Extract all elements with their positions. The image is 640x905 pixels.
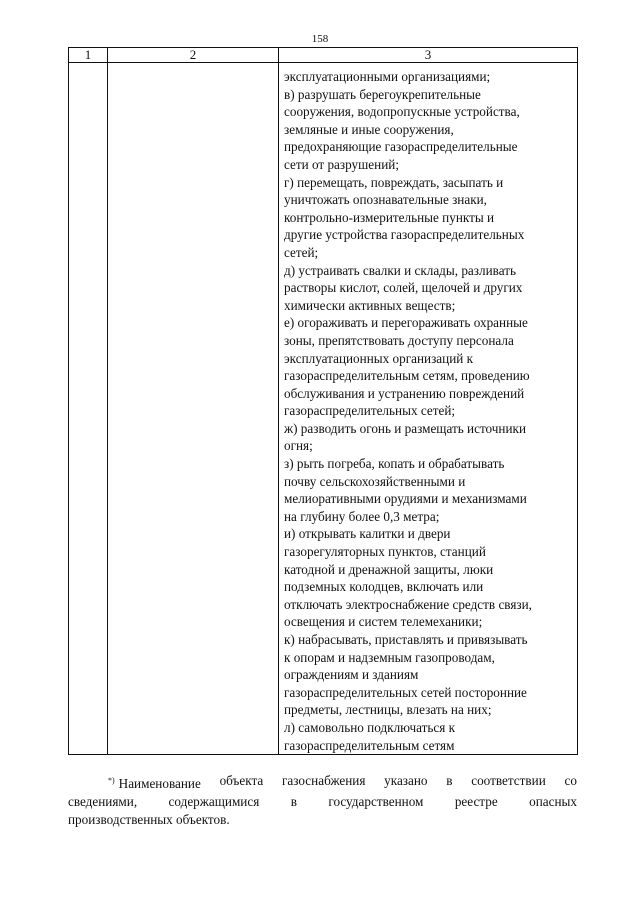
cell-text-line: к) набрасывать, приставлять и привязывать	[284, 632, 528, 647]
footnote-word-text: Наименование	[118, 776, 201, 791]
footnote-word	[108, 772, 201, 793]
footnote-line-3: производственных объектов.	[68, 812, 230, 827]
cell-text-line: предметы, лестницы, влезать на них;	[284, 702, 492, 718]
footnote-word: газоснабжения	[281, 773, 366, 788]
table-header-row	[69, 48, 578, 63]
cell-text-line: зоны, препятствовать доступу персонала	[284, 332, 514, 348]
cell-text-line: газораспределительным сетям, проведению	[284, 368, 530, 384]
cell-text-line: в) разрушать берегоукрепительные	[284, 86, 481, 102]
cell-text-line: сети от разрушений;	[284, 156, 399, 172]
footnote-word: в	[290, 794, 297, 809]
footnote-word: соответствии	[471, 773, 546, 788]
footnote-word: в	[446, 773, 453, 788]
table-row	[69, 63, 578, 755]
cell-text-line: обслуживания и устранению повреждений	[284, 385, 525, 401]
cell-text-line: з) рыть погреба, копать и обрабатывать	[284, 456, 505, 472]
cell-text-line: отключать электроснабжение средств связи,	[284, 596, 532, 612]
cell-text-line: катодной и дренажной защиты, люки	[284, 561, 494, 577]
document-table	[68, 47, 578, 755]
cell-text-line: освещения и систем телемеханики;	[284, 614, 483, 630]
cell-text-line: контрольно-измерительные пункты и	[284, 209, 495, 225]
footnote-word: реестре	[454, 794, 498, 809]
footnote-line-1	[68, 772, 577, 793]
page-number: 158	[311, 33, 329, 45]
footnote-word: объекта	[219, 773, 264, 788]
cell-text-line: уничтожать опознавательные знаки,	[284, 192, 487, 208]
cell-text-line: и) открывать калитки и двери	[284, 526, 451, 542]
cell-text-line: сетей;	[284, 244, 319, 260]
column-header-2: 2	[108, 48, 279, 63]
cell-text-line: сооружения, водопропускные устройства,	[284, 104, 520, 120]
cell-text-line: на глубину более 0,3 метра;	[284, 508, 440, 524]
footnote-line-2	[68, 793, 577, 811]
cell-text-line: эксплуатационными организациями;	[284, 69, 491, 84]
cell-text-line: земляные и иные сооружения,	[284, 121, 454, 137]
footnote-word: указано	[384, 773, 428, 788]
cell-text-line: подземных колодцев, включать или	[284, 579, 484, 595]
cell-text-line: ограждениям и зданиям	[284, 667, 419, 683]
footnote-word: содержащимися	[168, 794, 260, 809]
footnote-word: государственном	[328, 794, 424, 809]
cell-text-line: газораспределительных сетей;	[284, 403, 456, 419]
cell-text-line: газорегуляторных пунктов, станций	[284, 544, 486, 560]
column-header-3: 3	[279, 48, 578, 63]
cell-text-line: е) огораживать и перегораживать охранные	[284, 315, 528, 331]
cell-text-line: эксплуатационных организаций к	[284, 350, 474, 366]
footnote	[68, 772, 577, 829]
cell-text-line: почву сельскохозяйственными и	[284, 473, 466, 489]
cell-text-line: растворы кислот, солей, щелочей и других	[284, 280, 523, 296]
footnote-word: со	[564, 773, 577, 788]
cell-text-line: к опорам и надземным газопроводам,	[284, 649, 495, 665]
cell-text-line: л) самовольно подключаться к	[284, 719, 456, 735]
column-header-1: 1	[69, 48, 108, 63]
cell-text-line: химически активных веществ;	[284, 297, 456, 313]
footnote-word: опасных	[529, 794, 577, 809]
table-cell-col2	[108, 63, 279, 755]
cell-text-line: газораспределительным сетям	[284, 737, 455, 753]
cell-text-line: мелиоративными орудиями и механизмами	[284, 491, 527, 507]
cell-text-line: д) устраивать свалки и склады, разливать	[284, 262, 516, 278]
cell-text-line: г) перемещать, повреждать, засыпать и	[284, 174, 504, 190]
cell-text-line: другие устройства газораспределительных	[284, 227, 525, 243]
table-cell-col3	[279, 63, 578, 755]
footnote-marker: *)	[108, 776, 115, 785]
cell-text-line: ж) разводить огонь и размещать источники	[284, 420, 527, 436]
cell-text-line: предохраняющие газораспределительные	[284, 139, 518, 155]
cell-text-line: газораспределительных сетей посторонние	[284, 684, 527, 700]
footnote-word: сведениями,	[68, 794, 138, 809]
table-cell-col1	[69, 63, 108, 755]
cell-text-line: огня;	[284, 438, 313, 454]
